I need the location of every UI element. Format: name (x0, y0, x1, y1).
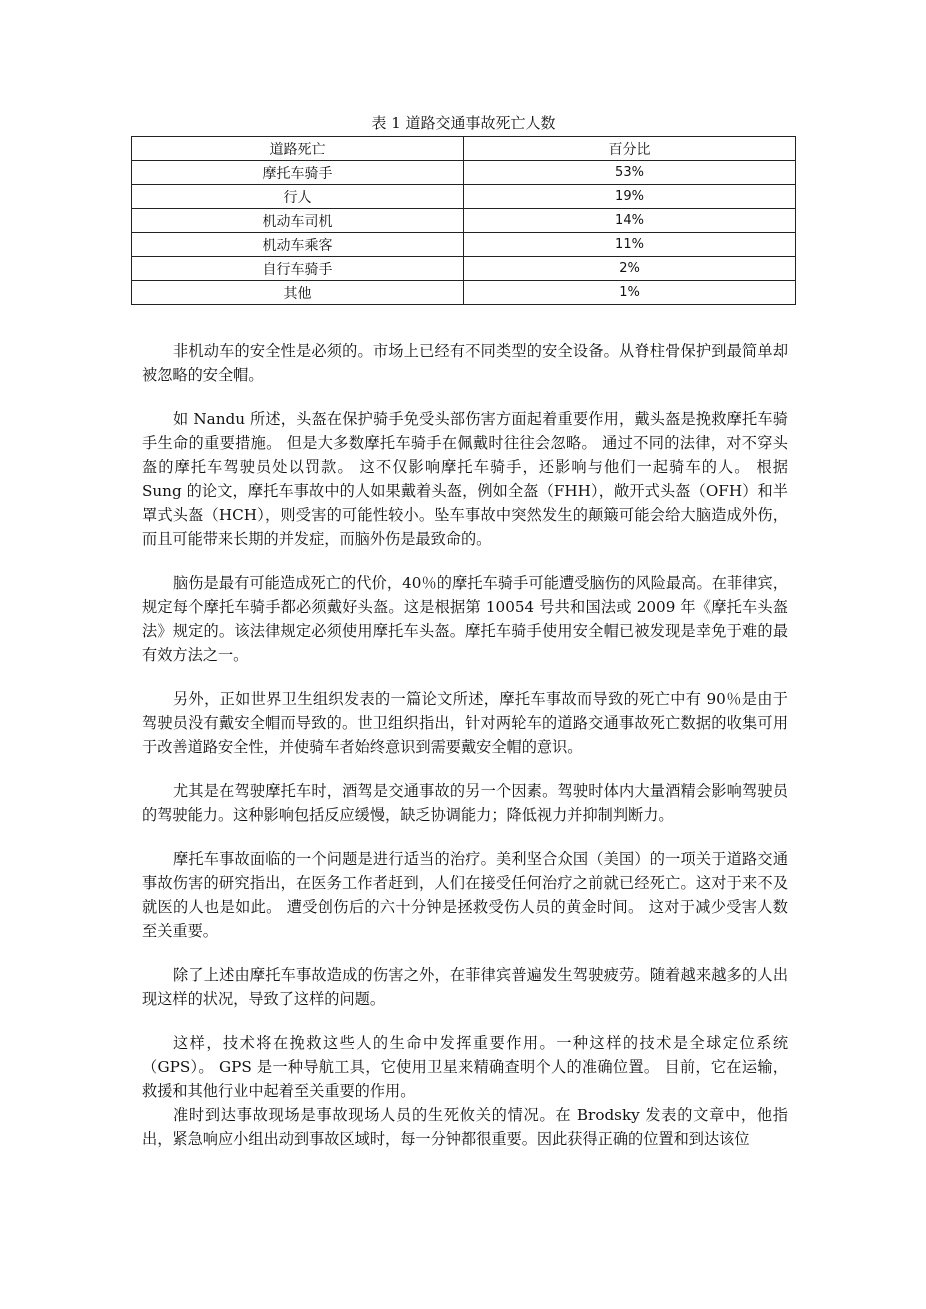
row-percentage: 11% (464, 233, 796, 257)
paragraph-drunk-driving: 尤其是在驾驶摩托车时，酒驾是交通事故的另一个因素。驾驶时体内大量酒精会影响驾驶员的驾驶能力。这种影响包括反应缓慢，缺乏协调能力；降低视力并抑制判断力。 (142, 782, 788, 824)
paragraph-fatigue: 除了上述由摩托车事故造成的伤害之外，在菲律宾普遍发生驾驶疲劳。随着越来越多的人出现这样的状况，导致了这样的问题。 (142, 966, 788, 1008)
table-row (132, 233, 796, 257)
body-text (142, 339, 788, 1151)
paragraph-helmet-importance: 如 Nandu 所述，头盔在保护骑手免受头部伤害方面起着重要作用，戴头盔是挽救摩托车骑手生命的重要措施。 但是大多数摩托车骑手在佩戴时往往会忽略。 通过不同的法律，对不穿头盔的摩托车驾驶员处以罚款。 这不仅影响摩托车骑手，还影响与他们一起骑车的人。 根据 Sung 的论文，摩托车事故中的人如果戴着头盔，例如全盔（FHH），敞开式头盔（OFH）和半罩式头盔（HCH），则受害的可能性较小。坠车事故中突然发生的颠簸可能会给大脑造成外伤，而且可能带来长期的并发症，而脑外伤是最致命的。 (142, 410, 788, 548)
table-row (132, 161, 796, 185)
row-category: 摩托车骑手 (132, 161, 464, 185)
row-percentage: 19% (464, 185, 796, 209)
row-percentage: 14% (464, 209, 796, 233)
paragraph-safety-equipment: 非机动车的安全性是必须的。市场上已经有不同类型的安全设备。从脊柱骨保护到最简单却被忽略的安全帽。 (142, 342, 788, 384)
paragraph-gps: 这样，技术将在挽救这些人的生命中发挥重要作用。一种这样的技术是全球定位系统（GPS）。 GPS 是一种导航工具，它使用卫星来精确查明个人的准确位置。 目前，它在运输，救援和其他行业中起着至关重要的作用。 (142, 1034, 788, 1100)
paragraph-treatment: 摩托车事故面临的一个问题是进行适当的治疗。美利坚合众国（美国）的一项关于道路交通事故伤害的研究指出，在医务工作者赶到，人们在接受任何治疗之前就已经死亡。这对于来不及就医的人也是如此。 遭受创伤后的六十分钟是拯救受伤人员的黄金时间。 这对于减少受害人数至关重要。 (142, 850, 788, 940)
paragraph-who-paper: 另外，正如世界卫生组织发表的一篇论文所述，摩托车事故而导致的死亡中有 90％是由于驾驶员没有戴安全帽而导致的。世卫组织指出，针对两轮车的道路交通事故死亡数据的收集可用于改善道路安全性，并使骑车者始终意识到需要戴安全帽的意识。 (142, 690, 788, 756)
table-row (132, 209, 796, 233)
row-category: 其他 (132, 281, 464, 305)
row-category: 机动车司机 (132, 209, 464, 233)
table-row (132, 281, 796, 305)
row-category: 行人 (132, 185, 464, 209)
table-row (132, 185, 796, 209)
row-percentage: 53% (464, 161, 796, 185)
header-category: 道路死亡 (132, 137, 464, 161)
row-percentage: 2% (464, 257, 796, 281)
row-percentage: 1% (464, 281, 796, 305)
paragraph-brain-injury: 脑伤是最有可能造成死亡的代价，40％的摩托车骑手可能遭受脑伤的风险最高。在菲律宾，规定每个摩托车骑手都必须戴好头盔。这是根据第 10054 号共和国法或 2009 年《摩托车头盔法》规定的。该法律规定必须使用摩托车头盔。摩托车骑手使用安全帽已被发现是幸免于难的最有效方法之一。 (142, 574, 788, 664)
table-caption: 表 1 道路交通事故死亡人数 (371, 114, 556, 132)
header-percentage: 百分比 (464, 137, 796, 161)
row-category: 机动车乘客 (132, 233, 464, 257)
row-category: 自行车骑手 (132, 257, 464, 281)
road-deaths-table (131, 136, 796, 305)
table-row (132, 257, 796, 281)
table-header-row (132, 137, 796, 161)
paragraph-response-time: 准时到达事故现场是事故现场人员的生死攸关的情况。在 Brodsky 发表的文章中，他指出，紧急响应小组出动到事故区域时，每一分钟都很重要。因此获得正确的位置和到达该位 (142, 1106, 788, 1148)
